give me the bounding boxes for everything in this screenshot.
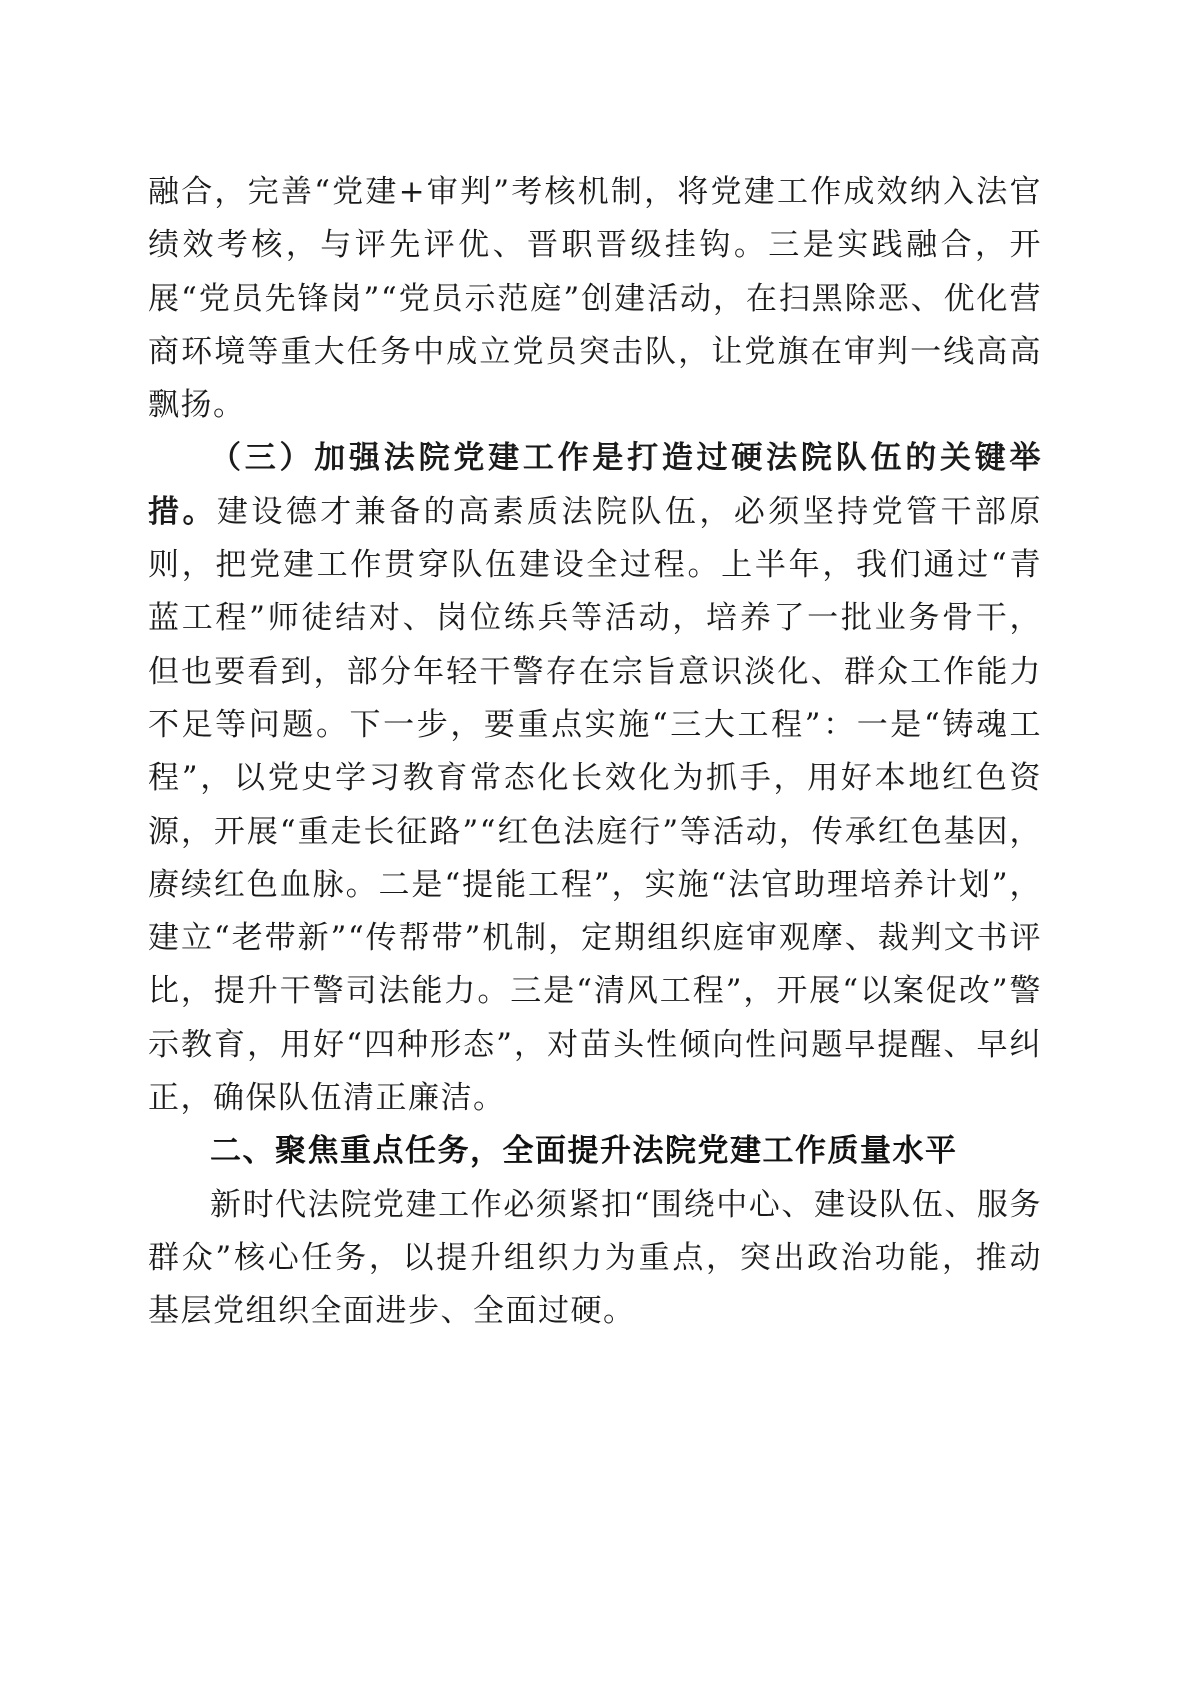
section-three-lead: （三）加强法院党建工作是打造过硬法院队伍的关键举措。 bbox=[148, 440, 1042, 530]
section-heading-two: 二、聚焦重点任务，全面提升法院党建工作质量水平 bbox=[210, 1133, 958, 1170]
paragraph-section-three bbox=[148, 432, 1042, 1125]
paragraph-continuation: 融合，完善“党建+审判”考核机制，将党建工作成效纳入法官绩效考核，与评先评优、晋职晋级挂钩。三是实践融合，开展“党员先锋岗”“党员示范庭”创建活动，在扫黑除恶、优化营商环境等重大任务中成立党员突击队，让党旗在审判一线高高飘扬。 bbox=[148, 174, 1042, 424]
document-body bbox=[148, 166, 1042, 1339]
paragraph-section-two-intro: 新时代法院党建工作必须紧扣“围绕中心、建设队伍、服务群众”核心任务，以提升组织力为重点，突出政治功能，推动基层党组织全面进步、全面过硬。 bbox=[148, 1186, 1042, 1330]
section-three-body: 建设德才兼备的高素质法院队伍，必须坚持党管干部原则，把党建工作贯穿队伍建设全过程。上半年，我们通过“青蓝工程”师徒结对、岗位练兵等活动，培养了一批业务骨干，但也要看到，部分年轻干警存在宗旨意识淡化、群众工作能力不足等问题。下一步，要重点实施“三大工程”：一是“铸魂工程”，以党史学习教育常态化长效化为抓手，用好本地红色资源，开展“重走长征路”“红色法庭行”等活动，传承红色基因，赓续红色血脉。二是“提能工程”，实施“法官助理培养计划”，建立“老带新”“传帮带”机制，定期组织庭审观摩、裁判文书评比，提升干警司法能力。三是“清风工程”，开展“以案促改”警示教育，用好“四种形态”，对苗头性倾向性问题早提醒、早纠正，确保队伍清正廉洁。 bbox=[148, 493, 1042, 1117]
